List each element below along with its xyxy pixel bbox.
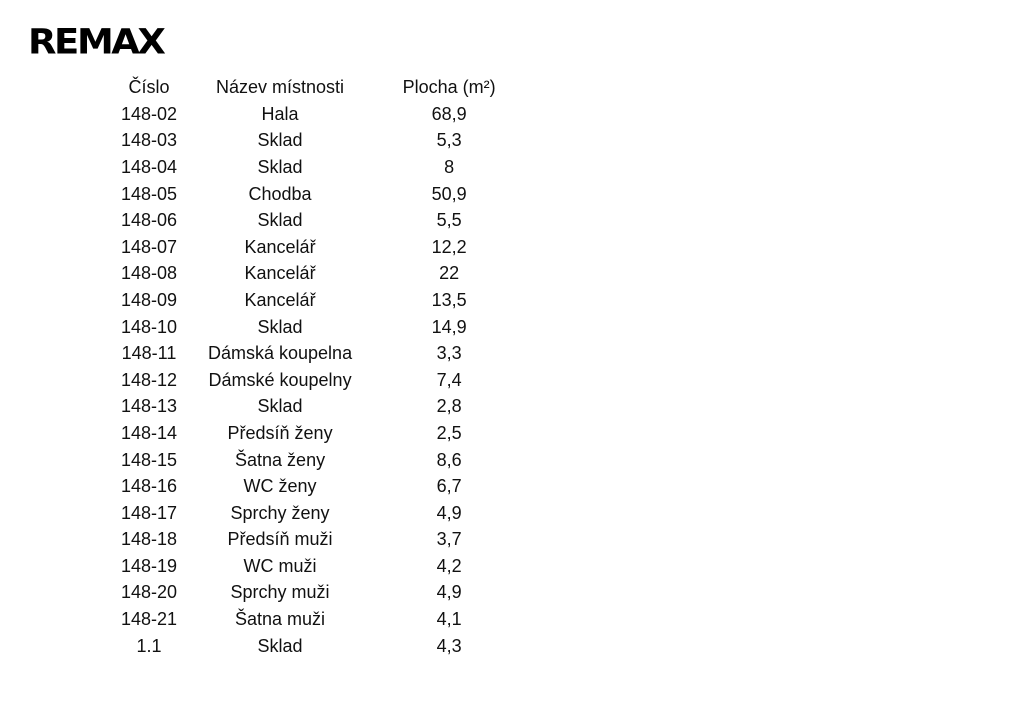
room-name: Sklad xyxy=(257,156,303,177)
room-area-cell xyxy=(352,367,682,394)
table-row xyxy=(90,234,682,261)
room-number: 148-15 xyxy=(120,449,178,470)
table-row xyxy=(90,527,682,554)
rooms-table xyxy=(90,74,682,659)
svg-text:MAX: MAX xyxy=(77,22,164,60)
room-area-cell xyxy=(352,154,682,181)
room-name: Sprchy muži xyxy=(230,582,330,603)
table-row xyxy=(90,447,682,474)
table-row xyxy=(90,101,682,128)
room-area-cell xyxy=(352,553,682,580)
room-area-cell xyxy=(352,340,682,367)
table-row xyxy=(90,633,682,660)
header-name: Název místnosti xyxy=(216,77,345,97)
remax-logo-mark xyxy=(28,22,178,60)
room-area: 13,5 xyxy=(431,289,467,310)
room-area: 7,4 xyxy=(436,369,462,390)
table-row xyxy=(90,367,682,394)
room-name: WC muži xyxy=(243,555,317,576)
room-name: Kancelář xyxy=(244,263,316,284)
room-name: Předsíň muži xyxy=(227,529,333,550)
room-area: 4,2 xyxy=(436,555,462,576)
room-area: 14,9 xyxy=(431,316,467,337)
room-area-cell xyxy=(352,527,682,554)
table-row xyxy=(90,420,682,447)
room-area-cell xyxy=(352,473,682,500)
room-area-cell xyxy=(352,447,682,474)
table-row xyxy=(90,553,682,580)
table-row xyxy=(90,287,682,314)
room-name: Kancelář xyxy=(244,289,316,310)
room-area-cell xyxy=(352,234,682,261)
room-area: 4,9 xyxy=(436,502,462,523)
room-area: 3,3 xyxy=(436,343,462,364)
table-header-row xyxy=(90,74,682,101)
room-name: Šatna ženy xyxy=(235,449,326,470)
room-area-cell xyxy=(352,580,682,607)
room-number: 148-05 xyxy=(120,183,178,204)
room-area: 8 xyxy=(444,156,455,177)
room-area: 5,3 xyxy=(436,130,462,151)
room-number: 148-03 xyxy=(120,130,178,151)
room-name: Sklad xyxy=(257,316,303,337)
room-name: Sklad xyxy=(257,396,303,417)
room-area-cell xyxy=(352,287,682,314)
room-area: 68,9 xyxy=(431,103,467,124)
table-row xyxy=(90,500,682,527)
room-area: 6,7 xyxy=(436,476,462,497)
room-area-cell xyxy=(352,128,682,155)
room-name: Sklad xyxy=(257,130,303,151)
table-row xyxy=(90,181,682,208)
room-number: 148-13 xyxy=(120,396,178,417)
room-number: 148-04 xyxy=(120,156,178,177)
room-name: Sprchy ženy xyxy=(230,502,330,523)
room-number: 148-20 xyxy=(120,582,178,603)
header-number: Číslo xyxy=(128,77,170,97)
room-number: 148-07 xyxy=(120,236,178,257)
room-number: 148-09 xyxy=(120,289,178,310)
table-row xyxy=(90,314,682,341)
room-number: 148-14 xyxy=(120,422,178,443)
header-area xyxy=(352,74,682,101)
room-name: Chodba xyxy=(248,183,312,204)
room-number: 148-12 xyxy=(120,369,178,390)
room-area: 4,3 xyxy=(436,635,462,656)
svg-text:RE: RE xyxy=(28,22,77,60)
room-number: 148-10 xyxy=(120,316,178,337)
room-area-cell xyxy=(352,500,682,527)
room-area: 5,5 xyxy=(436,210,462,231)
room-name: Kancelář xyxy=(244,236,316,257)
room-number: 148-17 xyxy=(120,502,178,523)
room-number: 148-08 xyxy=(120,263,178,284)
room-area: 22 xyxy=(439,263,460,284)
room-number: 148-02 xyxy=(120,103,178,124)
room-number: 148-11 xyxy=(121,343,177,364)
room-name: Šatna muži xyxy=(235,609,326,630)
room-area-cell xyxy=(352,314,682,341)
room-name: WC ženy xyxy=(243,476,317,497)
room-area: 3,7 xyxy=(436,529,462,550)
room-number: 148-21 xyxy=(120,609,178,630)
table-row xyxy=(90,128,682,155)
room-area: 2,5 xyxy=(436,422,462,443)
table-row xyxy=(90,207,682,234)
table-row xyxy=(90,473,682,500)
room-area: 4,1 xyxy=(436,609,462,630)
table-row xyxy=(90,394,682,421)
room-area-cell xyxy=(352,207,682,234)
room-area: 8,6 xyxy=(436,449,462,470)
table-row xyxy=(90,154,682,181)
room-area: 12,2 xyxy=(431,236,467,257)
room-number: 1.1 xyxy=(136,635,162,656)
room-area-cell xyxy=(352,420,682,447)
room-name: Dámské koupelny xyxy=(208,369,352,390)
room-name: Předsíň ženy xyxy=(227,422,333,443)
room-number: 148-19 xyxy=(120,555,178,576)
table-row xyxy=(90,606,682,633)
room-name: Sklad xyxy=(257,635,303,656)
rooms-table-body xyxy=(90,101,682,659)
room-area: 2,8 xyxy=(436,396,462,417)
room-area-cell xyxy=(352,633,682,660)
room-area-cell xyxy=(352,606,682,633)
room-number: 148-06 xyxy=(120,210,178,231)
room-name: Sklad xyxy=(257,210,303,231)
room-area: 4,9 xyxy=(436,582,462,603)
room-area: 50,9 xyxy=(431,183,467,204)
room-name: Dámská koupelna xyxy=(208,343,353,364)
table-row xyxy=(90,580,682,607)
room-area-cell xyxy=(352,394,682,421)
header-area-label: Plocha (m²) xyxy=(402,77,496,97)
room-number: 148-18 xyxy=(120,529,178,550)
remax-logo xyxy=(28,22,178,67)
table-row xyxy=(90,261,682,288)
room-number: 148-16 xyxy=(120,476,178,497)
table-row xyxy=(90,340,682,367)
room-area-cell xyxy=(352,101,682,128)
room-area-cell xyxy=(352,261,682,288)
room-name: Hala xyxy=(261,103,299,124)
room-area-cell xyxy=(352,181,682,208)
